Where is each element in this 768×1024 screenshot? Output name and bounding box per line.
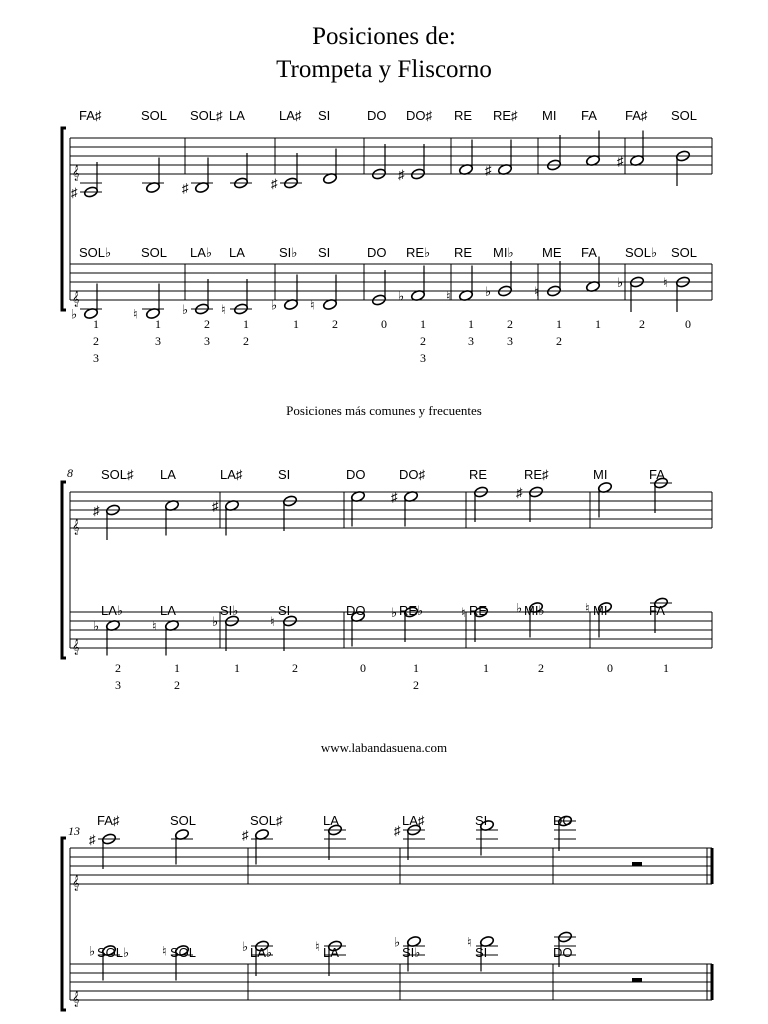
sharp-icon: ♯	[212, 498, 219, 514]
half-rest-icon	[632, 862, 642, 866]
flat-icon: ♭	[516, 600, 523, 616]
treble-clef-icon: 𝄞	[72, 291, 80, 306]
note-name-bottom: FA	[649, 603, 665, 618]
note-name-top: DO	[346, 467, 366, 482]
natural-icon: ♮	[534, 284, 539, 299]
note-name-top: LA	[229, 108, 245, 123]
note-name-bottom: SI♭	[220, 603, 239, 618]
note-name-top: RE♯	[493, 108, 518, 123]
note-name-top: DO	[553, 813, 573, 828]
note-name-bottom: SI♭	[279, 245, 298, 260]
fingering-number: 2	[420, 334, 426, 348]
note-name-bottom: MI	[593, 603, 608, 618]
note-name-top: MI	[593, 467, 608, 482]
note-name-top: MI	[542, 108, 557, 123]
fingering-number: 0	[381, 317, 387, 331]
note-name-top: LA	[160, 467, 176, 482]
note-name-top: SI	[475, 813, 488, 828]
note-name-top: SI	[278, 467, 291, 482]
note-name-bottom: LA	[229, 245, 245, 260]
flat-icon: ♭	[617, 275, 624, 290]
note-name-bottom: LA♭	[190, 245, 213, 260]
sharp-icon: ♯	[271, 176, 278, 191]
half-rest-icon	[632, 978, 642, 982]
fingering-number: 2	[538, 661, 544, 675]
natural-icon: ♮	[663, 275, 668, 290]
caption-website: www.labandasuena.com	[320, 740, 448, 755]
natural-icon: ♮	[467, 934, 472, 950]
note-name-bottom: SOL♭	[625, 245, 658, 260]
flat-icon: ♭	[71, 306, 78, 322]
fingering-number: 3	[204, 334, 210, 348]
note-name-bottom: DO	[346, 603, 366, 618]
sharp-icon: ♯	[516, 485, 523, 500]
flat-icon: ♭	[242, 939, 249, 954]
note-name-bottom: DO	[553, 945, 573, 960]
sharp-icon: ♯	[391, 489, 398, 505]
note-name-bottom: RE	[454, 245, 473, 260]
note-name-bottom: SOL♭	[79, 245, 112, 260]
note-name-bottom: SI	[318, 245, 331, 260]
flat-icon: ♭	[93, 618, 100, 634]
note-name-top: FA♯	[79, 108, 102, 123]
note-name-bottom: SI	[475, 945, 488, 960]
fingering-number: 2	[93, 334, 99, 348]
note-name-bottom: SI	[278, 603, 291, 618]
note-name-top: RE♯	[524, 467, 549, 482]
note-name-top: DO	[367, 108, 387, 123]
fingering-number: 1	[413, 661, 419, 675]
fingering-number: 1	[595, 317, 601, 331]
title-line-1: Posiciones de:	[312, 23, 456, 50]
natural-icon: ♮	[310, 297, 315, 313]
fingering-number: 0	[360, 661, 366, 675]
note-name-top: LA♯	[220, 467, 243, 482]
fingering-number: 2	[174, 678, 180, 692]
sharp-icon: ♯	[394, 823, 401, 838]
treble-clef-icon: 𝄞	[72, 165, 80, 180]
flat-icon: ♭	[271, 297, 278, 313]
flat-icon: ♭	[398, 288, 405, 304]
sharp-icon: ♯	[182, 180, 189, 196]
sharp-icon: ♯	[71, 185, 78, 200]
system-bracket	[62, 838, 66, 1010]
note-name-bottom: RE♭	[399, 603, 424, 618]
natural-icon: ♮	[162, 943, 167, 959]
fingering-number: 2	[243, 334, 249, 348]
note-name-bottom: SOL♭	[97, 945, 130, 960]
flat-icon: ♭	[391, 605, 398, 620]
fingering-number: 2	[639, 317, 645, 331]
fingering-number: 3	[420, 351, 426, 365]
note-name-top: LA♯	[279, 108, 302, 123]
fingering-number: 1	[556, 317, 562, 331]
note-name-bottom: LA	[160, 603, 176, 618]
natural-icon: ♮	[270, 614, 275, 629]
sharp-icon: ♯	[398, 167, 405, 182]
note-name-bottom: SOL	[141, 245, 168, 260]
note-name-top: SOL	[141, 108, 168, 123]
fingering-number: 1	[483, 661, 489, 675]
fingering-number: 0	[685, 317, 691, 331]
sharp-icon: ♯	[242, 827, 249, 843]
note-name-top: LA	[323, 813, 339, 828]
note-name-top: SOL♯	[250, 813, 283, 828]
treble-clef-icon: 𝄞	[72, 875, 80, 890]
note-name-bottom: LA	[323, 945, 339, 960]
note-name-bottom: LA♭	[250, 945, 273, 960]
note-name-top: SOL	[671, 108, 698, 123]
note-name-bottom: DO	[367, 245, 387, 260]
sharp-icon: ♯	[617, 153, 624, 169]
note-name-top: DO♯	[399, 467, 425, 482]
note-name-bottom: LA♭	[101, 603, 124, 618]
fingering-number: 3	[507, 334, 513, 348]
natural-icon: ♮	[585, 600, 590, 616]
sharp-icon: ♯	[89, 832, 96, 847]
fingering-number: 1	[468, 317, 474, 331]
natural-icon: ♮	[133, 306, 138, 322]
note-name-bottom: ME	[542, 245, 562, 260]
flat-icon: ♭	[212, 614, 219, 629]
note-name-bottom: RE♭	[406, 245, 431, 260]
natural-icon: ♮	[221, 302, 226, 317]
fingering-number: 3	[468, 334, 474, 348]
note-name-bottom: SOL	[170, 945, 197, 960]
fingering-number: 1	[93, 317, 99, 331]
fingering-number: 1	[243, 317, 249, 331]
note-name-top: FA	[581, 108, 597, 123]
note-name-bottom: SOL	[671, 245, 698, 260]
note-name-top: FA♯	[625, 108, 648, 123]
fingering-number: 2	[292, 661, 298, 675]
flat-icon: ♭	[394, 934, 401, 950]
note-name-top: RE	[454, 108, 473, 123]
measure-number-13: 13	[68, 824, 80, 838]
natural-icon: ♮	[461, 605, 466, 620]
note-name-top: LA♯	[402, 813, 425, 828]
note-name-top: RE	[469, 467, 488, 482]
fingering-number: 0	[607, 661, 613, 675]
caption-common-positions: Posiciones más comunes y frecuentes	[286, 403, 482, 418]
fingering-number: 2	[332, 317, 338, 331]
note-name-top: SOL♯	[101, 467, 134, 482]
title-line-2: Trompeta y Fliscorno	[276, 56, 492, 83]
system-bracket	[62, 482, 66, 658]
fingering-number: 2	[413, 678, 419, 692]
note-name-top: FA♯	[97, 813, 120, 828]
system-bracket	[62, 128, 66, 310]
flat-icon: ♭	[89, 943, 96, 959]
fingering-number: 1	[420, 317, 426, 331]
treble-clef-icon: 𝄞	[72, 991, 80, 1006]
note-name-bottom: FA	[581, 245, 597, 260]
note-name-top: DO♯	[406, 108, 432, 123]
note-name-bottom: MI♭	[524, 603, 545, 618]
fingering-number: 2	[204, 317, 210, 331]
sharp-icon: ♯	[93, 503, 100, 518]
natural-icon: ♮	[152, 618, 157, 634]
treble-clef-icon: 𝄞	[72, 639, 80, 654]
fingering-number: 2	[507, 317, 513, 331]
fingering-number: 3	[93, 351, 99, 365]
fingering-number: 1	[234, 661, 240, 675]
fingering-number: 2	[556, 334, 562, 348]
natural-icon: ♮	[315, 939, 320, 954]
flat-icon: ♭	[182, 302, 189, 317]
note-name-top: SOL	[170, 813, 197, 828]
fingering-number: 2	[115, 661, 121, 675]
note-name-top: FA	[649, 467, 665, 482]
fingering-number: 1	[155, 317, 161, 331]
measure-number-8: 8	[67, 466, 73, 480]
fingering-number: 1	[293, 317, 299, 331]
flat-icon: ♭	[485, 284, 492, 299]
note-name-top: SOL♯	[190, 108, 223, 123]
fingering-number: 3	[155, 334, 161, 348]
sharp-icon: ♯	[485, 162, 492, 178]
fingering-number: 1	[174, 661, 180, 675]
note-name-bottom: MI♭	[493, 245, 514, 260]
treble-clef-icon: 𝄞	[72, 519, 80, 534]
fingering-number: 3	[115, 678, 121, 692]
note-name-top: SI	[318, 108, 331, 123]
natural-icon: ♮	[446, 288, 451, 304]
note-name-bottom: SI♭	[402, 945, 421, 960]
note-name-bottom: RE	[469, 603, 488, 618]
fingering-number: 1	[663, 661, 669, 675]
